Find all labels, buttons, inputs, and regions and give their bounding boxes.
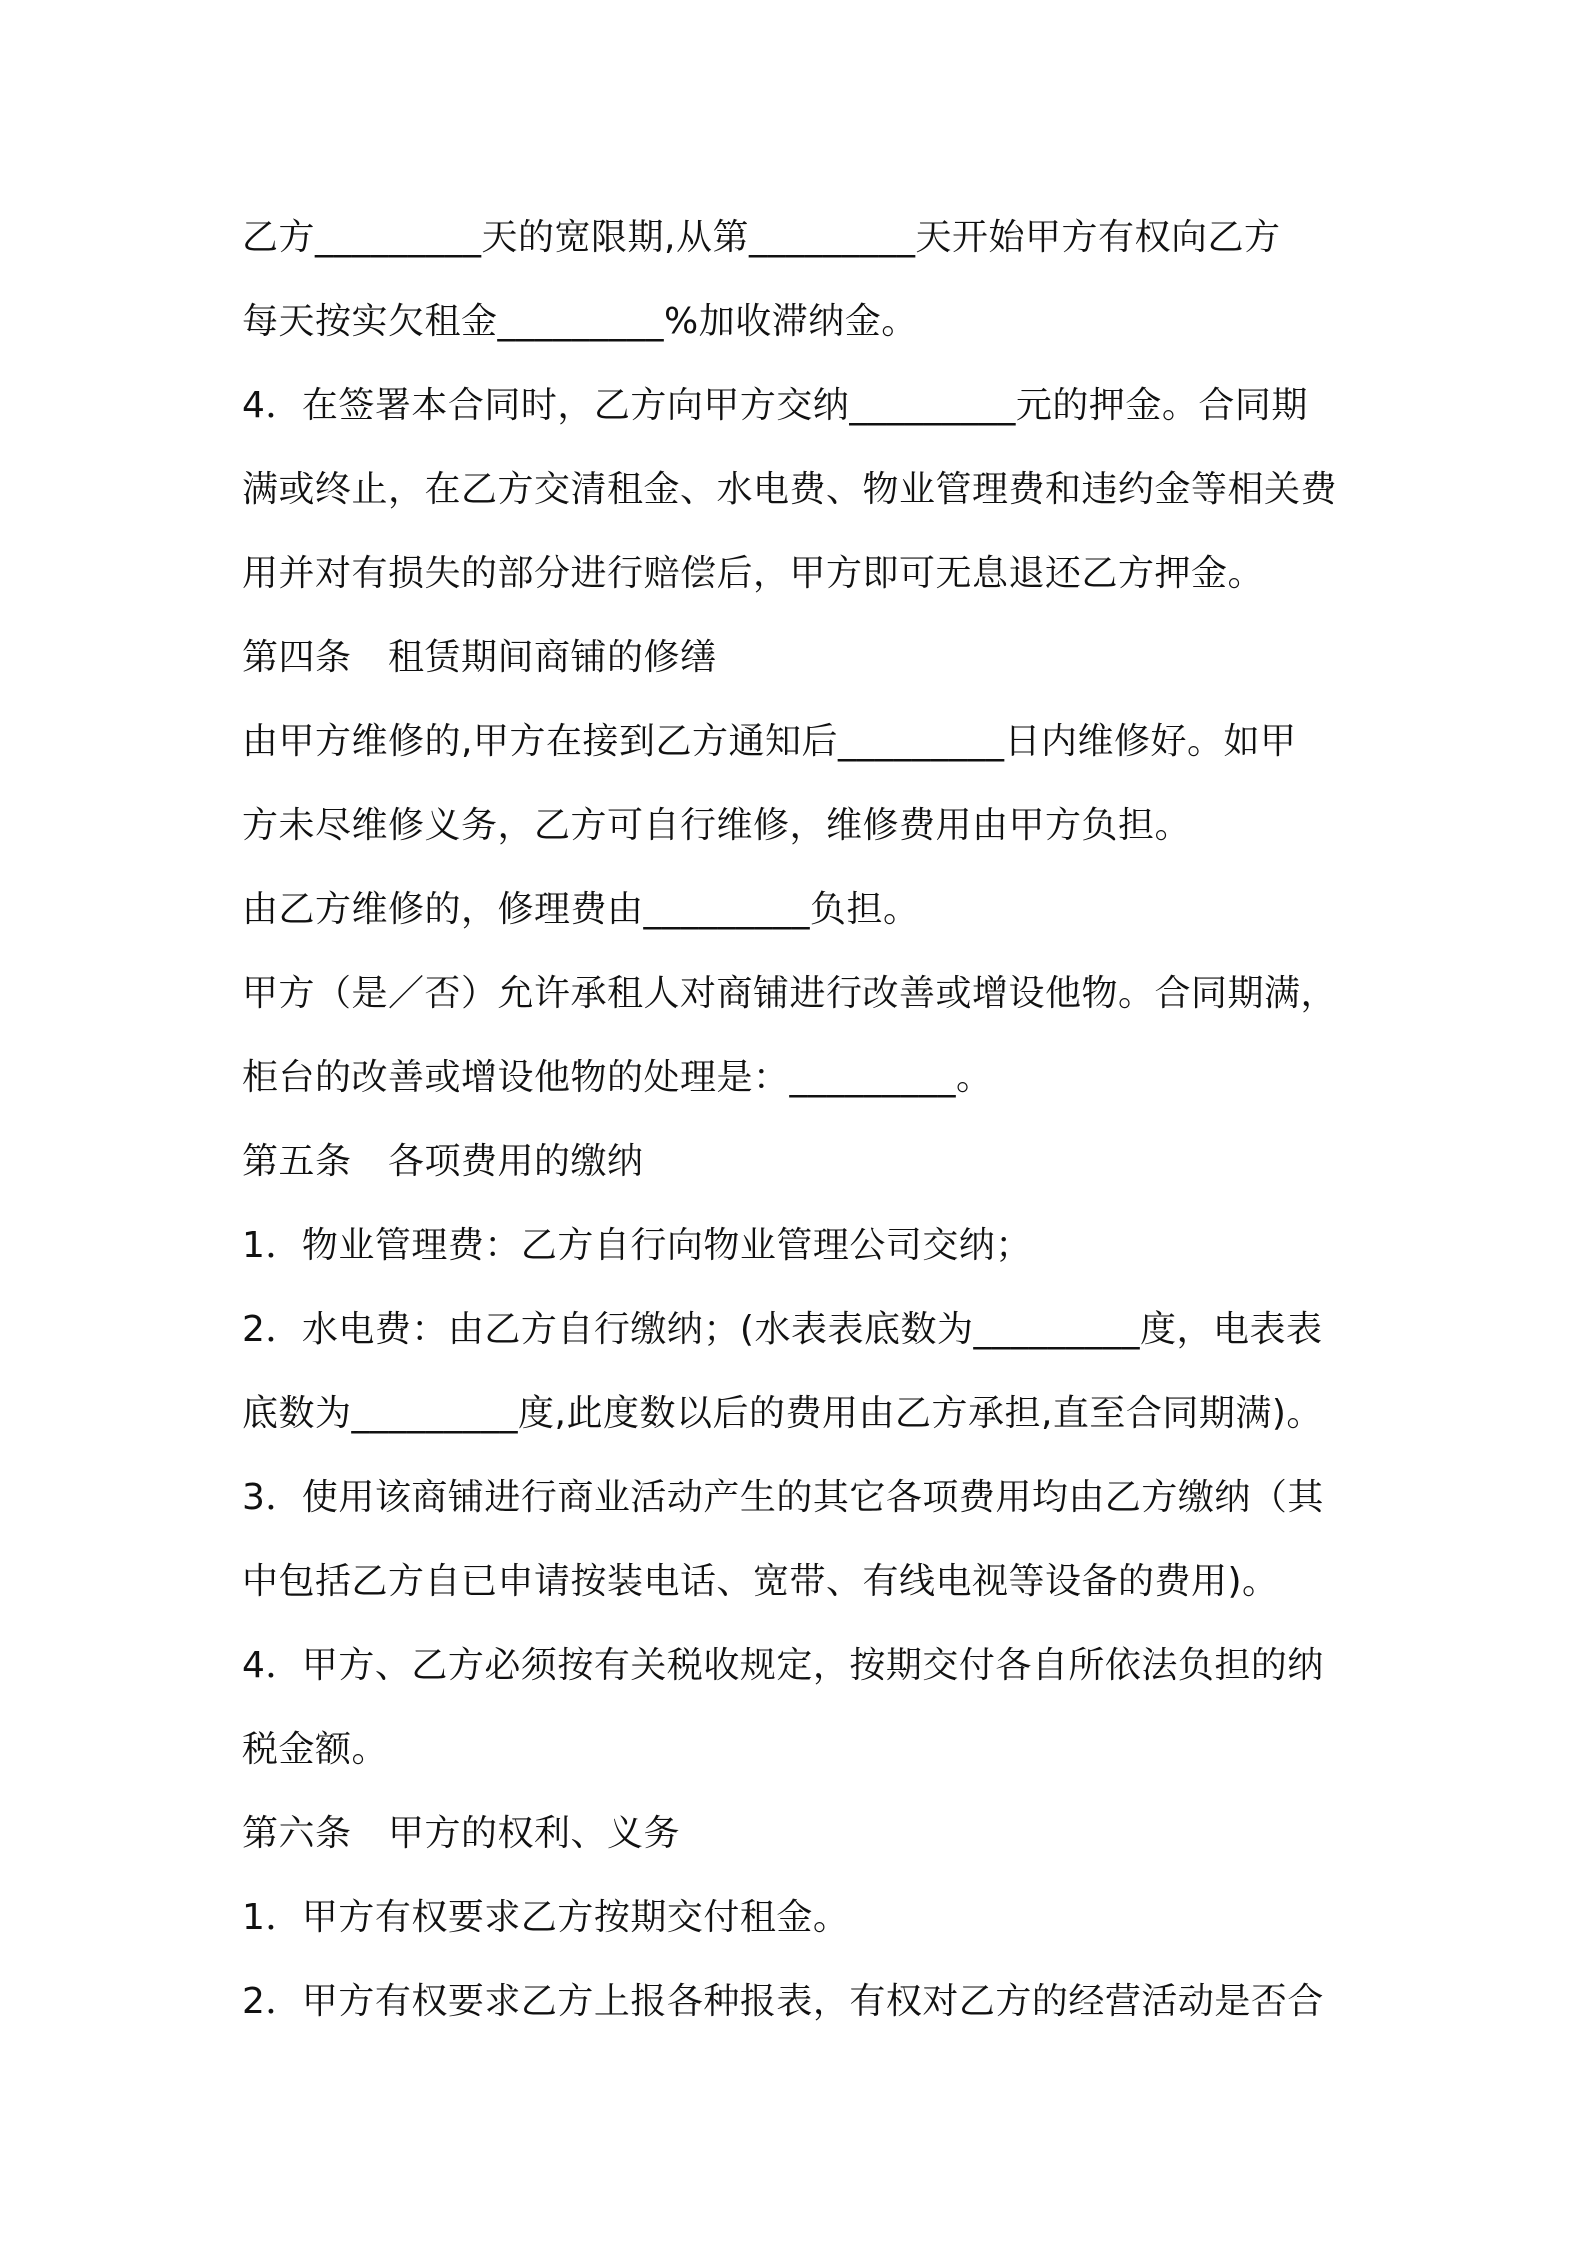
section-heading: 第五条 各项费用的缴纳 [242,1141,644,1182]
text-line: 2．水电费：由乙方自行缴纳；(水表表底数为_________度，电表表 [242,1309,1323,1350]
text-line: 甲方（是／否）允许承租人对商铺进行改善或增设他物。合同期满， [242,973,1338,1014]
text-line: 中包括乙方自已申请按装电话、宽带、有线电视等设备的费用)。 [242,1561,1279,1602]
text-line: 方未尽维修义务，乙方可自行维修，维修费用由甲方负担。 [242,805,1192,846]
text-line: 满或终止，在乙方交清租金、水电费、物业管理费和违约金等相关费 [242,469,1338,510]
text-line: 每天按实欠租金_________%加收滞纳金。 [242,301,918,342]
text-line: 由乙方维修的，修理费由_________负担。 [242,889,920,930]
text-line: 乙方_________天的宽限期,从第_________天开始甲方有权向乙方 [242,217,1281,258]
text-line: 2．甲方有权要求乙方上报各种报表，有权对乙方的经营活动是否合 [242,1981,1324,2022]
text-line: 税金额。 [242,1729,389,1770]
text-line: 底数为_________度,此度数以后的费用由乙方承担,直至合同期满)。 [242,1393,1323,1434]
text-line: 用并对有损失的部分进行赔偿后，甲方即可无息退还乙方押金。 [242,553,1265,594]
text-line: 4．甲方、乙方必须按有关税收规定，按期交付各自所依法负担的纳 [242,1645,1324,1686]
text-line: 柜台的改善或增设他物的处理是：_________。 [242,1057,993,1098]
section-heading: 第四条 租赁期间商铺的修缮 [242,637,717,678]
text-line: 1．甲方有权要求乙方按期交付租金。 [242,1897,850,1938]
text-line: 4．在签署本合同时，乙方向甲方交纳_________元的押金。合同期 [242,385,1308,426]
text-line: 由甲方维修的,甲方在接到乙方通知后_________日内维修好。如甲 [242,721,1297,762]
document-body [242,196,1382,2044]
section-heading: 第六条 甲方的权利、义务 [242,1813,681,1854]
text-line: 1．物业管理费：乙方自行向物业管理公司交纳； [242,1225,1032,1266]
text-line: 3．使用该商铺进行商业活动产生的其它各项费用均由乙方缴纳（其 [242,1477,1324,1518]
